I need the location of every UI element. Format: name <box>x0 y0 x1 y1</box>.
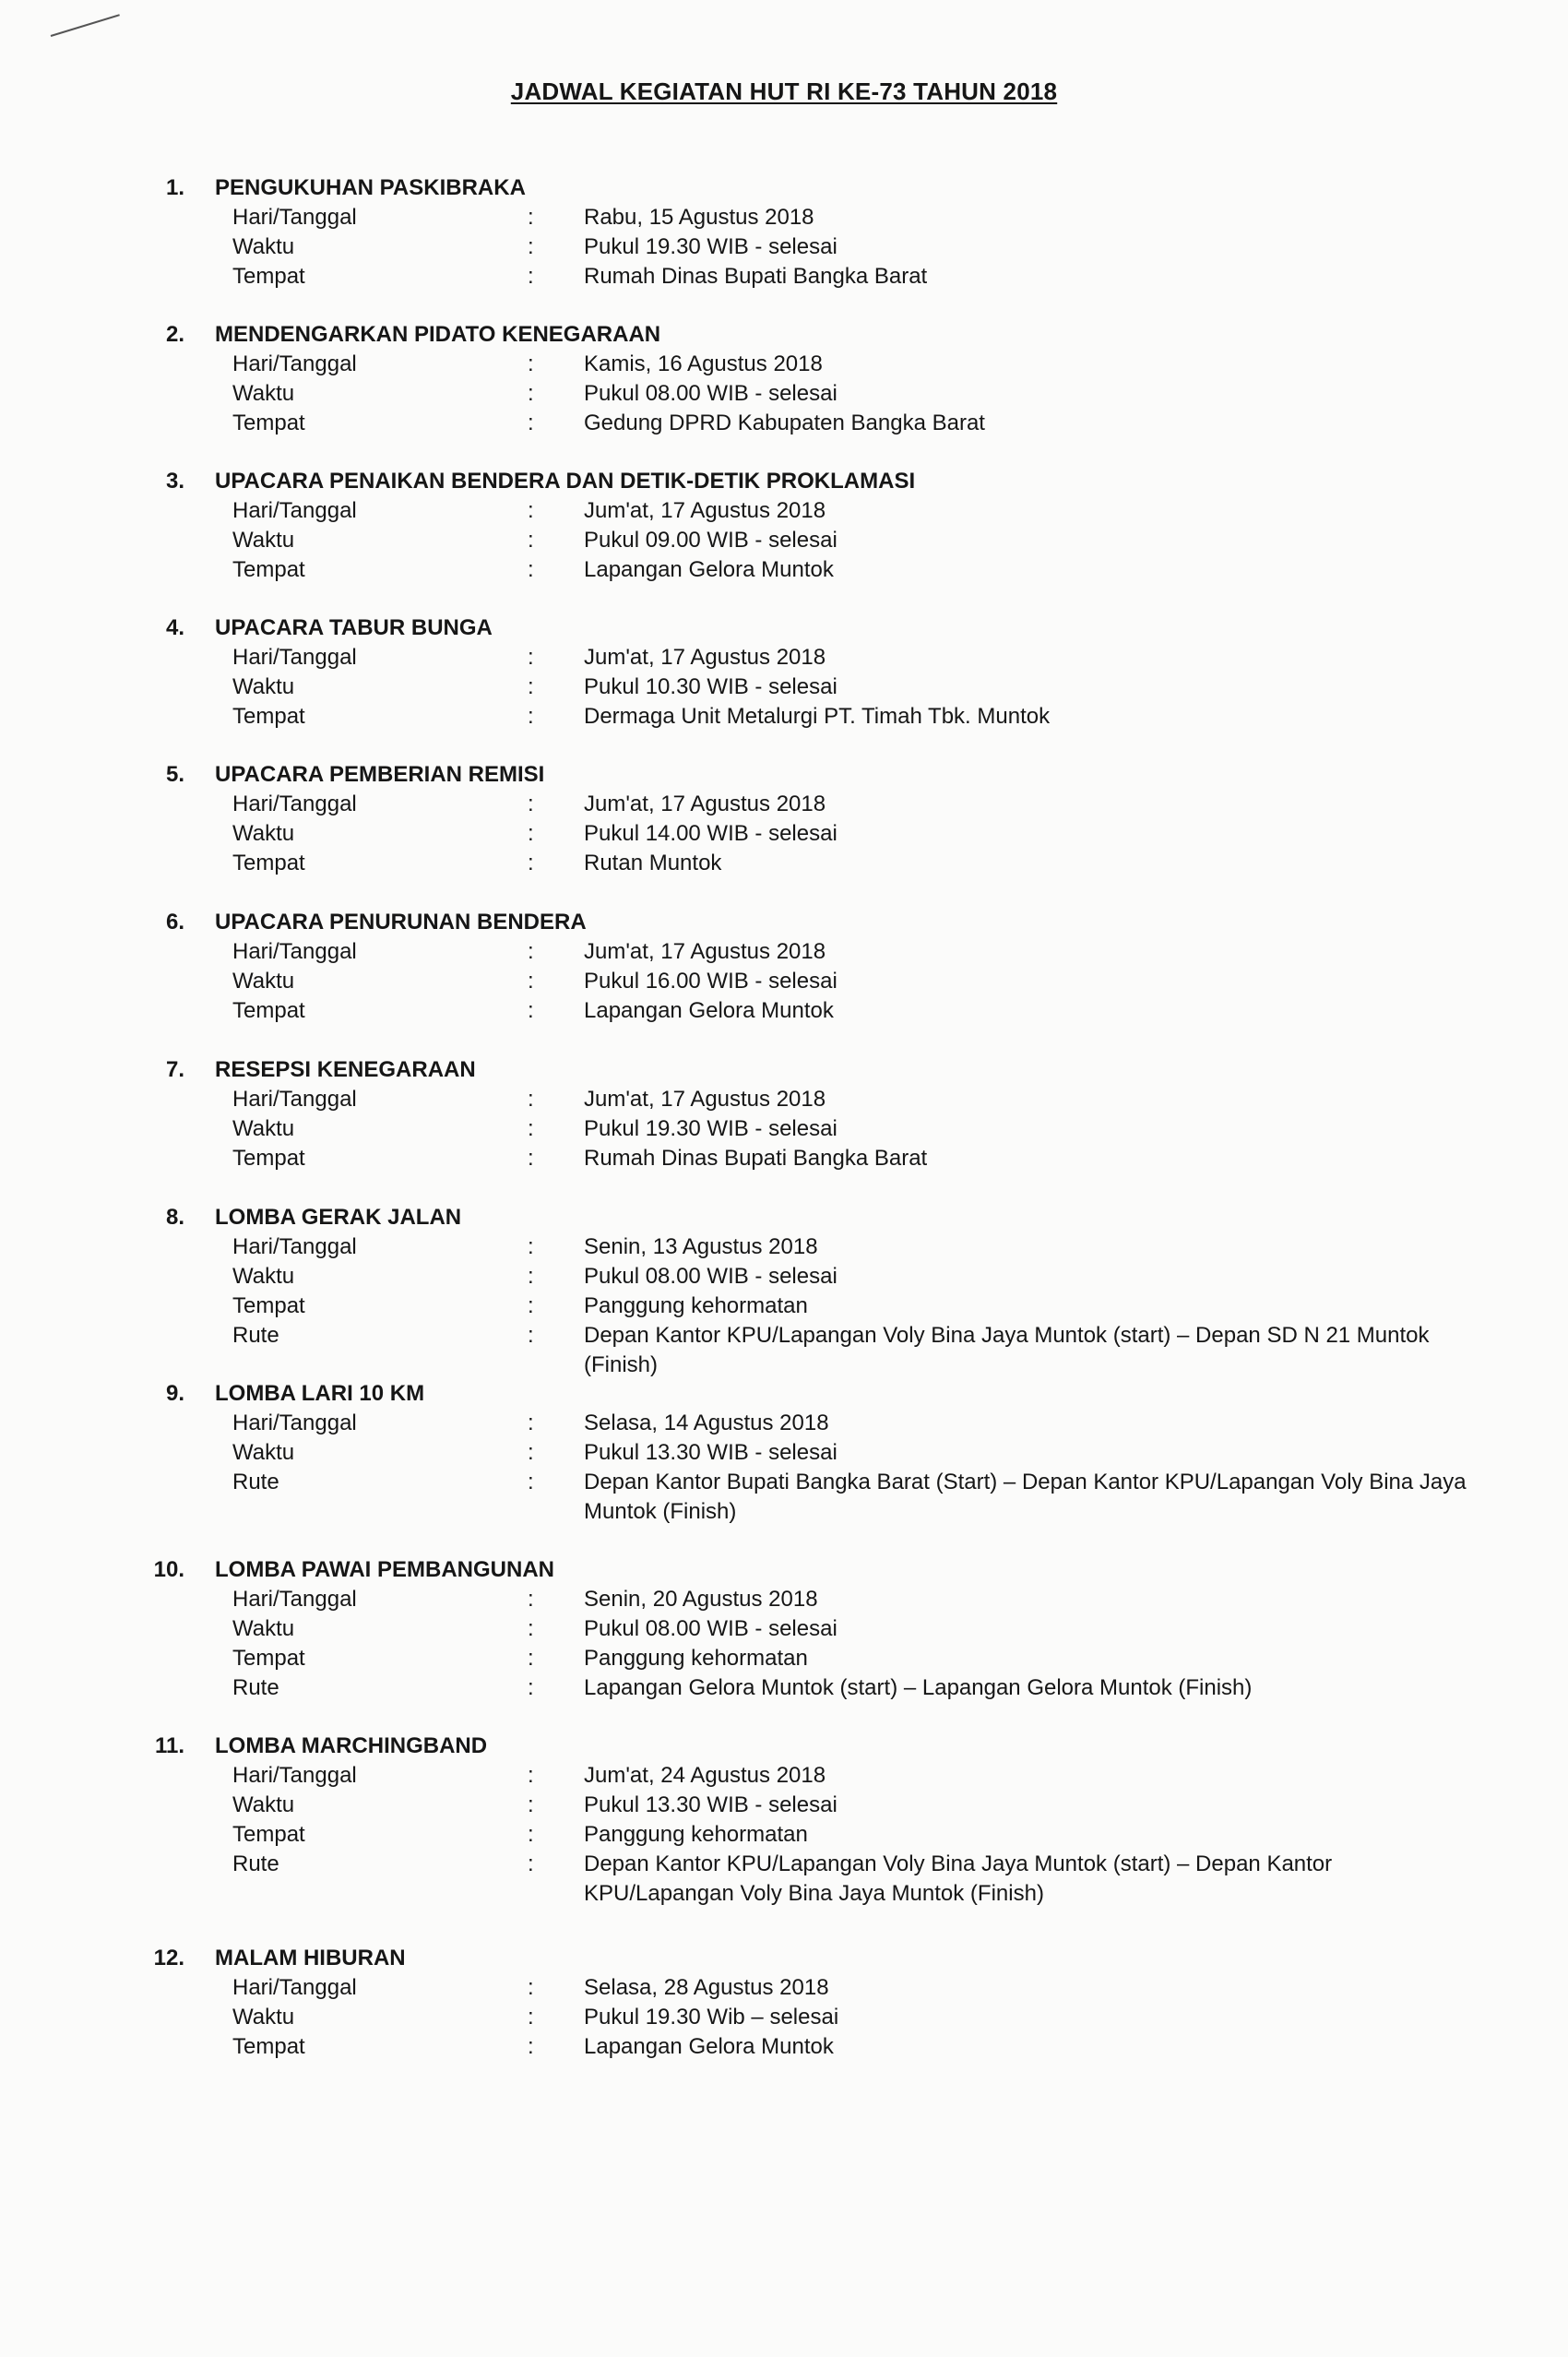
detail-label: Hari/Tanggal <box>232 1234 357 1259</box>
detail-label: Hari/Tanggal <box>232 351 357 376</box>
detail-value: Kamis, 16 Agustus 2018 <box>584 351 823 376</box>
detail-separator: : <box>528 557 534 582</box>
detail-label: Tempat <box>232 411 305 435</box>
detail-separator: : <box>528 821 534 846</box>
detail-label: Tempat <box>232 1822 305 1847</box>
detail-separator: : <box>528 969 534 994</box>
detail-separator: : <box>528 1264 534 1289</box>
detail-label: Tempat <box>232 557 305 582</box>
detail-label: Tempat <box>232 1646 305 1671</box>
detail-value: Gedung DPRD Kabupaten Bangka Barat <box>584 411 985 435</box>
detail-value: Rabu, 15 Agustus 2018 <box>584 205 814 230</box>
detail-value: Jum'at, 17 Agustus 2018 <box>584 498 826 523</box>
detail-value: Pukul 19.30 WIB - selesai <box>584 1116 837 1141</box>
detail-value: Dermaga Unit Metalurgi PT. Timah Tbk. Muntok <box>584 704 1051 729</box>
detail-value: Pukul 09.00 WIB - selesai <box>584 528 837 553</box>
detail-value: Rutan Muntok <box>584 851 722 875</box>
detail-label: Hari/Tanggal <box>232 939 357 964</box>
detail-label: Waktu <box>232 1440 295 1465</box>
event-title: MENDENGARKAN PIDATO KENEGARAAN <box>215 322 661 347</box>
event-number: 3. <box>165 469 184 494</box>
detail-label: Waktu <box>232 1264 295 1289</box>
detail-label: Tempat <box>232 851 305 875</box>
detail-separator: : <box>528 1763 534 1788</box>
detail-separator: : <box>528 205 534 230</box>
detail-separator: : <box>528 1587 534 1612</box>
detail-value: Lapangan Gelora Muntok <box>584 998 834 1023</box>
detail-separator: : <box>528 498 534 523</box>
detail-separator: : <box>528 674 534 699</box>
detail-value: Pukul 08.00 WIB - selesai <box>584 1616 837 1641</box>
detail-value: Lapangan Gelora Muntok (start) – Lapangan Gelora Muntok (Finish) <box>584 1675 1253 1700</box>
detail-value: Jum'at, 17 Agustus 2018 <box>584 1087 826 1112</box>
detail-separator: : <box>528 998 534 1023</box>
detail-separator: : <box>528 1646 534 1671</box>
document-title <box>0 77 1568 106</box>
detail-value: Pukul 14.00 WIB - selesai <box>584 821 837 846</box>
detail-label: Hari/Tanggal <box>232 1411 357 1435</box>
detail-value: Pukul 08.00 WIB - selesai <box>584 381 837 406</box>
detail-value: Jum'at, 17 Agustus 2018 <box>584 645 826 670</box>
detail-separator: : <box>528 851 534 875</box>
event-title: UPACARA PENAIKAN BENDERA DAN DETIK-DETIK PROKLAMASI <box>215 469 916 494</box>
detail-separator: : <box>528 1792 534 1817</box>
event-number: 6. <box>165 910 184 934</box>
event-number: 12. <box>153 1946 184 1970</box>
detail-label: Hari/Tanggal <box>232 205 357 230</box>
detail-label: Tempat <box>232 704 305 729</box>
event-number: 4. <box>165 615 184 640</box>
detail-value: Pukul 13.30 WIB - selesai <box>584 1440 837 1465</box>
event-title: MALAM HIBURAN <box>215 1946 406 1970</box>
detail-separator: : <box>528 411 534 435</box>
detail-value: Pukul 19.30 WIB - selesai <box>584 234 837 259</box>
detail-value: Lapangan Gelora Muntok <box>584 2034 834 2059</box>
detail-label: Waktu <box>232 674 295 699</box>
detail-label: Hari/Tanggal <box>232 498 357 523</box>
event-title: RESEPSI KENEGARAAN <box>215 1057 476 1082</box>
detail-label: Tempat <box>232 2034 305 2059</box>
detail-value: Rumah Dinas Bupati Bangka Barat <box>584 264 928 289</box>
detail-value: Senin, 20 Agustus 2018 <box>584 1587 818 1612</box>
event-title: LOMBA LARI 10 KM <box>215 1381 425 1406</box>
detail-label: Hari/Tanggal <box>232 1587 357 1612</box>
detail-label: Tempat <box>232 998 305 1023</box>
detail-label: Hari/Tanggal <box>232 792 357 816</box>
detail-separator: : <box>528 1822 534 1847</box>
detail-value: Depan Kantor KPU/Lapangan Voly Bina Jaya Muntok (start) – Depan SD N 21 Muntok (Finish) <box>584 1323 1430 1377</box>
detail-separator: : <box>528 351 534 376</box>
detail-separator: : <box>528 234 534 259</box>
detail-separator: : <box>528 2034 534 2059</box>
detail-separator: : <box>528 2005 534 2030</box>
detail-label: Rute <box>232 1323 279 1348</box>
event-title: LOMBA MARCHINGBAND <box>215 1733 488 1758</box>
event-title: UPACARA PENURUNAN BENDERA <box>215 910 587 934</box>
event-number: 11. <box>154 1733 184 1758</box>
detail-label: Waktu <box>232 1116 295 1141</box>
document-title-text: JADWAL KEGIATAN HUT RI KE-73 TAHUN 2018 <box>510 77 1058 105</box>
detail-value: Senin, 13 Agustus 2018 <box>584 1234 818 1259</box>
event-number: 2. <box>165 322 184 347</box>
detail-value: Pukul 08.00 WIB - selesai <box>584 1264 837 1289</box>
detail-label: Waktu <box>232 1616 295 1641</box>
event-number: 10. <box>153 1557 184 1582</box>
detail-separator: : <box>528 1146 534 1171</box>
detail-separator: : <box>528 1411 534 1435</box>
detail-label: Tempat <box>232 1146 305 1171</box>
detail-separator: : <box>528 264 534 289</box>
detail-value: Selasa, 14 Agustus 2018 <box>584 1411 829 1435</box>
detail-value: Panggung kehormatan <box>584 1822 808 1847</box>
detail-label: Rute <box>232 1675 279 1700</box>
detail-value: Jum'at, 24 Agustus 2018 <box>584 1763 826 1788</box>
event-number: 8. <box>165 1205 184 1230</box>
detail-label: Hari/Tanggal <box>232 1087 357 1112</box>
detail-separator: : <box>528 1323 534 1348</box>
event-title: LOMBA GERAK JALAN <box>215 1205 462 1230</box>
detail-label: Waktu <box>232 2005 295 2030</box>
detail-value: Depan Kantor Bupati Bangka Barat (Start) – Depan Kantor KPU/Lapangan Voly Bina Jaya Muntok (Finish) <box>584 1470 1467 1524</box>
detail-separator: : <box>528 1616 534 1641</box>
detail-separator: : <box>528 792 534 816</box>
detail-value: Pukul 19.30 Wib – selesai <box>584 2005 839 2030</box>
event-title: UPACARA TABUR BUNGA <box>215 615 493 640</box>
detail-separator: : <box>528 1293 534 1318</box>
detail-value: Jum'at, 17 Agustus 2018 <box>584 939 826 964</box>
detail-label: Tempat <box>232 1293 305 1318</box>
detail-value: Selasa, 28 Agustus 2018 <box>584 1975 829 2000</box>
detail-value: Jum'at, 17 Agustus 2018 <box>584 792 826 816</box>
detail-separator: : <box>528 528 534 553</box>
event-title: UPACARA PEMBERIAN REMISI <box>215 762 545 787</box>
detail-value: Panggung kehormatan <box>584 1293 808 1318</box>
detail-label: Rute <box>232 1470 279 1494</box>
detail-value: Lapangan Gelora Muntok <box>584 557 834 582</box>
detail-value: Panggung kehormatan <box>584 1646 808 1671</box>
detail-separator: : <box>528 1440 534 1465</box>
detail-label: Waktu <box>232 381 295 406</box>
detail-separator: : <box>528 1234 534 1259</box>
detail-value: Pukul 10.30 WIB - selesai <box>584 674 837 699</box>
detail-label: Waktu <box>232 1792 295 1817</box>
detail-separator: : <box>528 704 534 729</box>
pen-mark <box>51 14 120 37</box>
detail-label: Waktu <box>232 969 295 994</box>
detail-label: Waktu <box>232 234 295 259</box>
detail-label: Waktu <box>232 528 295 553</box>
event-title: PENGUKUHAN PASKIBRAKA <box>215 175 526 200</box>
detail-label: Rute <box>232 1851 279 1876</box>
detail-separator: : <box>528 1975 534 2000</box>
detail-separator: : <box>528 381 534 406</box>
detail-separator: : <box>528 939 534 964</box>
detail-separator: : <box>528 1087 534 1112</box>
detail-separator: : <box>528 1116 534 1141</box>
detail-separator: : <box>528 1470 534 1494</box>
event-number: 5. <box>165 762 184 787</box>
detail-label: Hari/Tanggal <box>232 1763 357 1788</box>
event-number: 9. <box>165 1381 184 1406</box>
event-title: LOMBA PAWAI PEMBANGUNAN <box>215 1557 554 1582</box>
detail-value: Pukul 16.00 WIB - selesai <box>584 969 837 994</box>
detail-separator: : <box>528 1675 534 1700</box>
event-number: 7. <box>165 1057 184 1082</box>
detail-label: Hari/Tanggal <box>232 645 357 670</box>
detail-label: Hari/Tanggal <box>232 1975 357 2000</box>
detail-value: Pukul 13.30 WIB - selesai <box>584 1792 837 1817</box>
detail-label: Tempat <box>232 264 305 289</box>
detail-separator: : <box>528 1851 534 1876</box>
detail-value: Rumah Dinas Bupati Bangka Barat <box>584 1146 928 1171</box>
event-number: 1. <box>165 175 184 200</box>
detail-value: Depan Kantor KPU/Lapangan Voly Bina Jaya Muntok (start) – Depan Kantor KPU/Lapangan Voly Bina Jaya Muntok (Finish) <box>584 1851 1333 1906</box>
detail-label: Waktu <box>232 821 295 846</box>
detail-separator: : <box>528 645 534 670</box>
